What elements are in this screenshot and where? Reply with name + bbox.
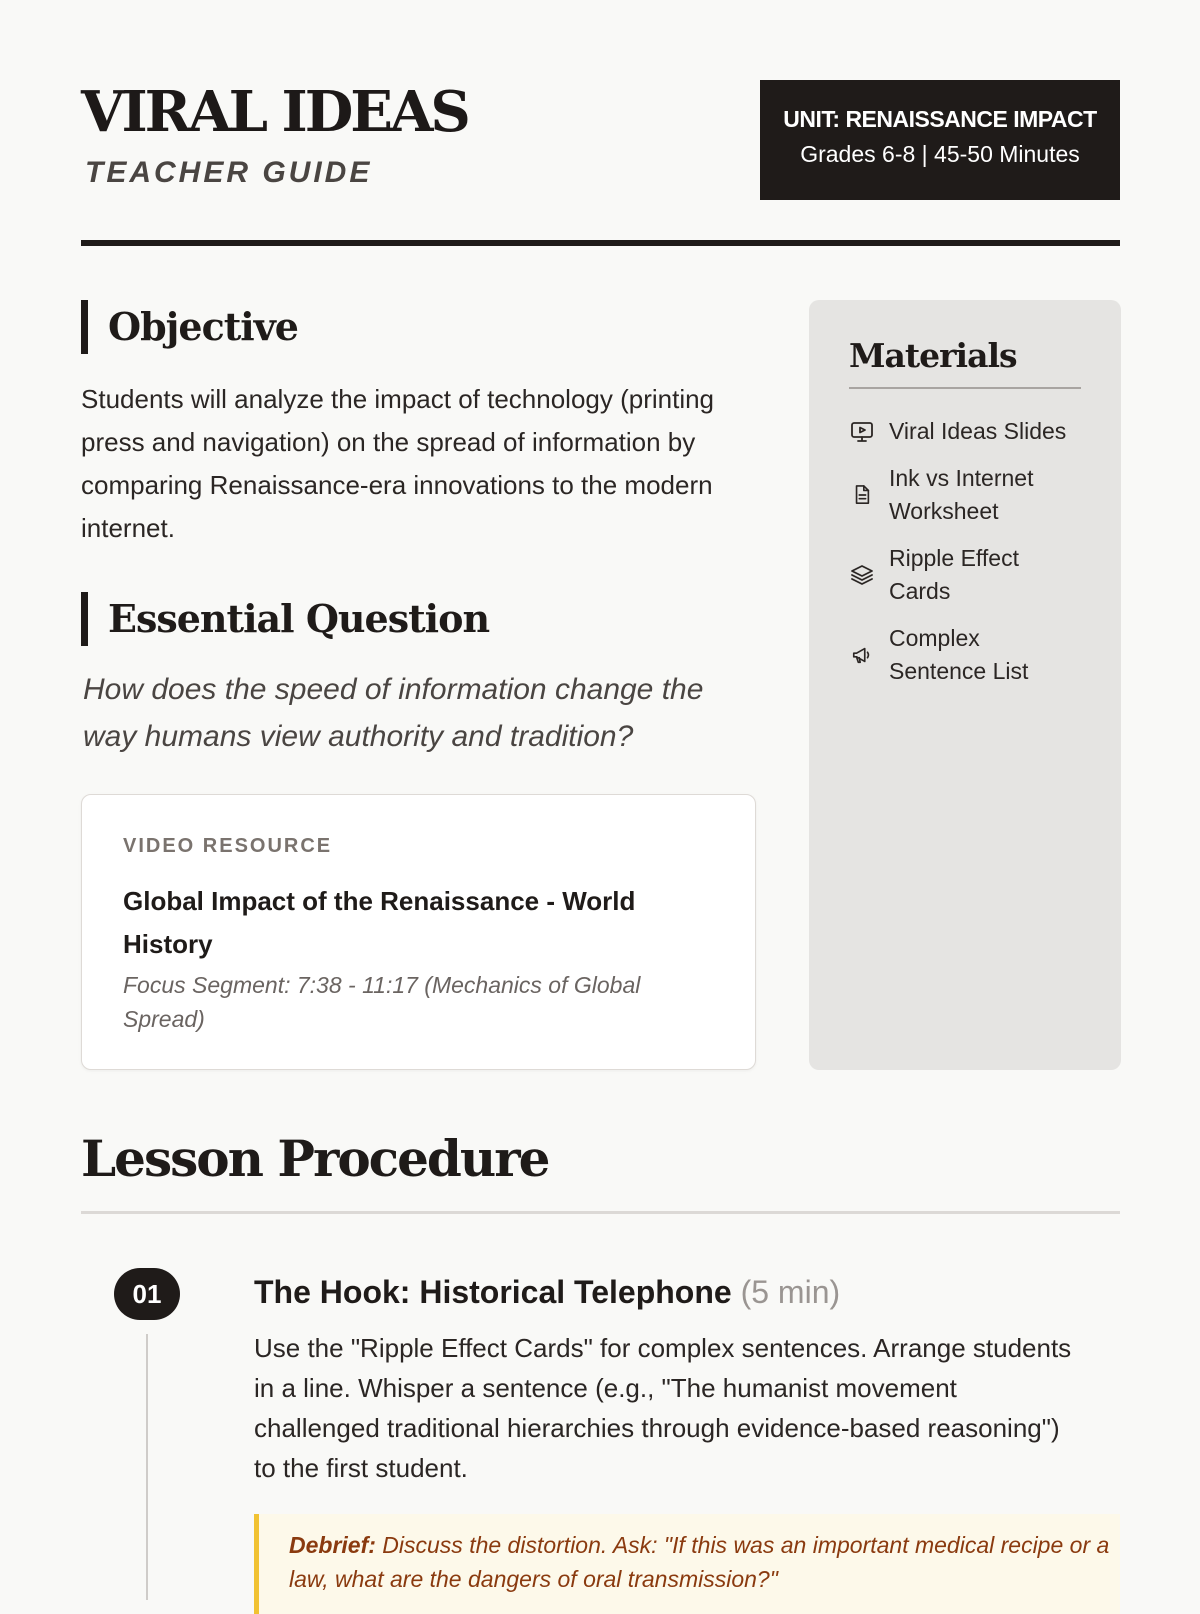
step-description: Use the "Ripple Effect Cards" for complex sentences. Arrange students in a line. Whisper a sentence (e.g., "The humanist movement challenged traditional hierarchies through evidence-based reasoning") to the first student. — [254, 1333, 1072, 1483]
document-icon — [849, 482, 875, 508]
step-number-badge: 01 — [114, 1268, 180, 1320]
procedure-divider — [81, 1211, 1120, 1214]
step-heading — [254, 1270, 1124, 1314]
step-timeline-line — [146, 1334, 148, 1600]
debrief-text: Discuss the distortion. Ask: "If this was an important medical recipe or a law, what are the dangers of oral transmission?" — [289, 1532, 1110, 1592]
material-label: Complex Sentence List — [889, 625, 1029, 684]
step-duration: (5 min) — [740, 1274, 841, 1310]
material-label: Ripple Effect Cards — [889, 545, 1019, 604]
unit-meta: Grades 6-8 | 45-50 Minutes — [800, 141, 1080, 167]
header-divider — [81, 240, 1120, 246]
material-item[interactable] — [849, 462, 1081, 528]
megaphone-icon — [849, 642, 875, 668]
video-title[interactable]: Global Impact of the Renaissance - World History — [123, 886, 636, 959]
video-resource-card[interactable] — [81, 794, 756, 1070]
guide-title: VIRAL IDEAS — [81, 79, 468, 145]
material-item[interactable] — [849, 622, 1081, 688]
layers-icon — [849, 562, 875, 588]
presentation-icon — [849, 419, 875, 445]
debrief-callout — [254, 1514, 1120, 1614]
video-kicker: VIDEO RESOURCE — [123, 835, 333, 857]
essential-question-text: How does the speed of information change the way humans view authority and tradition? — [83, 673, 704, 753]
objective-text: Students will analyze the impact of technology (printing press and navigation) on the spread of information by comparing Renaissance-era innovations to the modern internet. — [81, 384, 715, 543]
material-item[interactable] — [849, 415, 1081, 448]
material-label: Viral Ideas Slides — [889, 418, 1067, 444]
debrief-label: Debrief: — [289, 1532, 376, 1558]
step-title: The Hook: Historical Telephone — [254, 1274, 732, 1310]
unit-name: UNIT: RENAISSANCE IMPACT — [783, 106, 1097, 132]
materials-list — [849, 415, 1081, 688]
procedure-heading: Lesson Procedure — [81, 1129, 549, 1188]
unit-badge — [760, 80, 1120, 200]
material-item[interactable] — [849, 542, 1081, 608]
page-header — [81, 80, 1120, 248]
objective-heading: Objective — [81, 300, 756, 354]
essential-question-heading: Essential Question — [81, 592, 756, 646]
video-focus-segment: Focus Segment: 7:38 - 11:17 (Mechanics of Global Spread) — [123, 972, 641, 1032]
material-label: Ink vs Internet Worksheet — [889, 465, 1034, 524]
materials-heading: Materials — [849, 336, 1081, 389]
overview-column — [81, 300, 756, 1032]
materials-panel — [809, 300, 1121, 1070]
guide-subtitle: TEACHER GUIDE — [85, 156, 373, 189]
